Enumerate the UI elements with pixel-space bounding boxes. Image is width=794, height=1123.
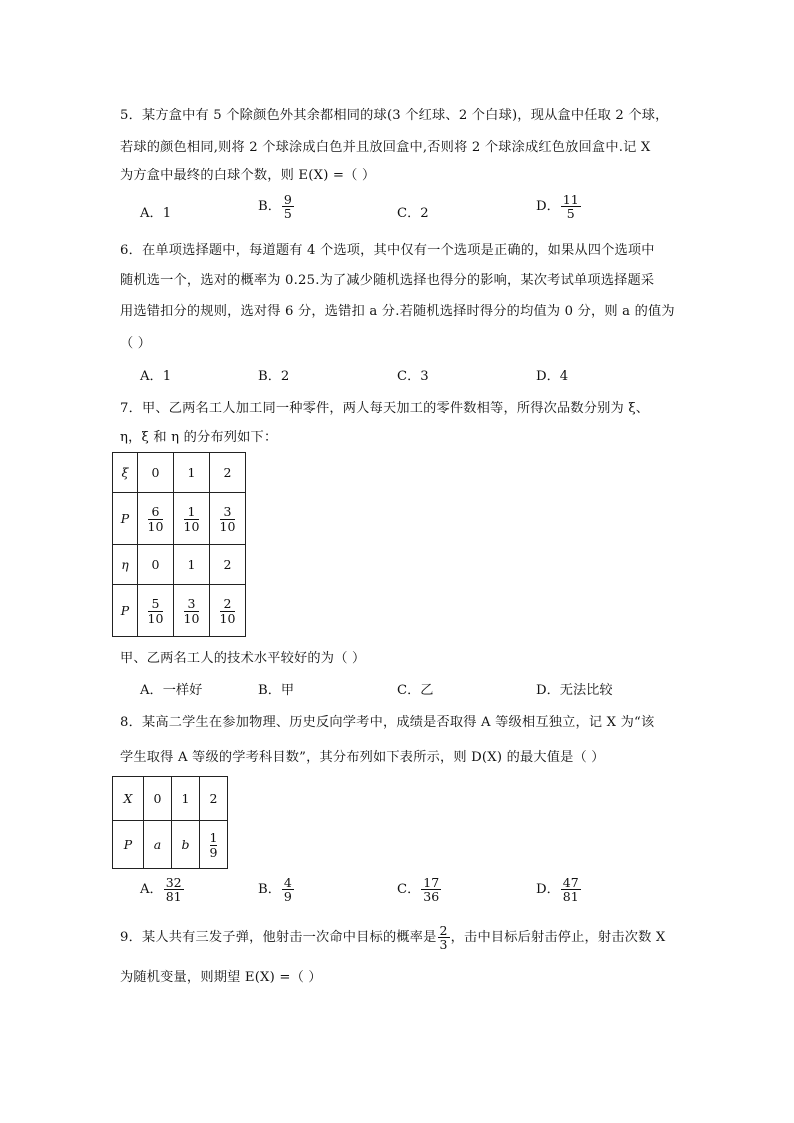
q7-distribution-table — [112, 452, 246, 637]
q6-line-2: 随机选一个，选对的概率为 0.25.为了减少随机选择也得分的影响，某次考试单项选择题采 — [120, 273, 655, 288]
q7-xi-value: 0 — [138, 453, 174, 493]
q7-xi-value: 2 — [210, 453, 246, 493]
q7-line-1: 7．甲、乙两名工人加工同一种零件，两人每天加工的零件数相等，所得次品数分别为 ξ、 — [120, 401, 650, 416]
q8-prob-b: b — [172, 821, 200, 869]
q5-option-b-fraction — [283, 193, 293, 220]
q5-option-d-denominator: 5 — [566, 206, 575, 222]
q7-eta-prob: $\frac{5}{10}$ — [138, 585, 174, 637]
q6-option-c: C．3 — [397, 369, 429, 384]
q7-eta-prob: $\frac{3}{10}$ — [174, 585, 210, 637]
q9-probability-fraction: $\frac{2}{3}$ — [439, 923, 448, 953]
q8-prob-2: $\frac{1}{9}$ — [200, 821, 228, 869]
q7-line-3: 甲、乙两名工人的技术水平较好的为（ ） — [120, 651, 366, 666]
q8-option-b: B． $\frac{4}{9}$ — [258, 875, 292, 905]
q5-option-b-numerator: 9 — [283, 192, 292, 207]
q8-prob-a: a — [144, 821, 172, 869]
q6-line-4: （ ） — [120, 336, 152, 351]
q5-option-b-label: B． — [258, 199, 281, 215]
q5-option-d-numerator: 11 — [562, 192, 579, 207]
q7-eta-value: 2 — [210, 545, 246, 585]
q8-line-1: 8．某高二学生在参加物理、历史反向学考中，成绩是否取得 A 等级相互独立，记 X 为“该 — [120, 715, 655, 730]
q5-option-c: C．2 — [397, 206, 429, 221]
q8-p-header: P — [113, 821, 144, 869]
q8-x-header: X — [113, 777, 144, 821]
q7-option-d: D．无法比较 — [536, 683, 613, 698]
q7-eta-header: η — [113, 545, 138, 585]
q6-option-d: D．4 — [536, 369, 569, 384]
q8-distribution-table — [112, 776, 228, 869]
q8-option-c: C． $\frac{17}{36}$ — [397, 875, 440, 905]
q7-option-b: B．甲 — [258, 683, 295, 698]
q7-eta-prob: $\frac{2}{10}$ — [210, 585, 246, 637]
q6-option-b: B．2 — [258, 369, 290, 384]
q9-line-1-start: 9．某人共有三发子弹，他射击一次命中目标的概率是 — [120, 930, 437, 946]
q7-xi-prob: $\frac{3}{10}$ — [210, 493, 246, 545]
q9-line-2: 为随机变量，则期望 E(X) =（ ） — [120, 970, 322, 985]
q7-xi-prob: $\frac{1}{10}$ — [174, 493, 210, 545]
q5-option-a: A．1 — [140, 206, 172, 221]
q7-xi-value: 1 — [174, 453, 210, 493]
q7-option-a: A．一样好 — [140, 683, 203, 698]
q6-option-a: A．1 — [140, 369, 172, 384]
q6-line-3: 用选错扣分的规则，选对得 6 分，选错扣 a 分.若随机选择时得分的均值为 0 分，则 a 的值为 — [120, 304, 675, 319]
q5-option-d — [536, 193, 582, 220]
q7-option-c: C．乙 — [397, 683, 434, 698]
q8-option-d: D． $\frac{47}{81}$ — [536, 875, 579, 905]
q7-p-header: P — [113, 493, 138, 545]
q9-line-1 — [120, 924, 665, 951]
q5-option-d-fraction — [562, 193, 580, 220]
q7-xi-prob: $\frac{6}{10}$ — [138, 493, 174, 545]
q7-p-header: P — [113, 585, 138, 637]
q5-option-b — [258, 193, 295, 220]
q7-xi-header: ξ — [113, 453, 138, 493]
q5-option-d-label: D． — [536, 199, 560, 215]
q6-line-1: 6．在单项选择题中，每道题有 4 个选项，其中仅有一个选项是正确的，如果从四个选项中 — [120, 243, 655, 258]
q8-x-value: 1 — [172, 777, 200, 821]
q8-line-2: 学生取得 A 等级的学考科目数”，其分布列如下表所示，则 D(X) 的最大值是（ ） — [120, 750, 605, 765]
q9-line-1-end: ，击中目标后射击停止，射击次数 X — [450, 930, 666, 946]
q8-x-value: 0 — [144, 777, 172, 821]
q5-line-2: 若球的颜色相同,则将 2 个球涂成白色并且放回盒中,否则将 2 个球涂成红色放回盒中.记 X — [120, 140, 651, 155]
q5-line-3: 为方盒中最终的白球个数，则 E(X) =（ ） — [120, 168, 376, 183]
q8-x-value: 2 — [200, 777, 228, 821]
q5-line-1: 5．某方盒中有 5 个除颜色外其余都相同的球(3 个红球、2 个白球)，现从盒中任取 2 个球， — [120, 108, 669, 123]
q7-eta-value: 0 — [138, 545, 174, 585]
q7-eta-value: 1 — [174, 545, 210, 585]
q7-line-2: η，ξ 和 η 的分布列如下： — [120, 430, 278, 445]
q8-option-a: A． $\frac{32}{81}$ — [140, 875, 182, 905]
q5-option-b-denominator: 5 — [283, 206, 292, 222]
